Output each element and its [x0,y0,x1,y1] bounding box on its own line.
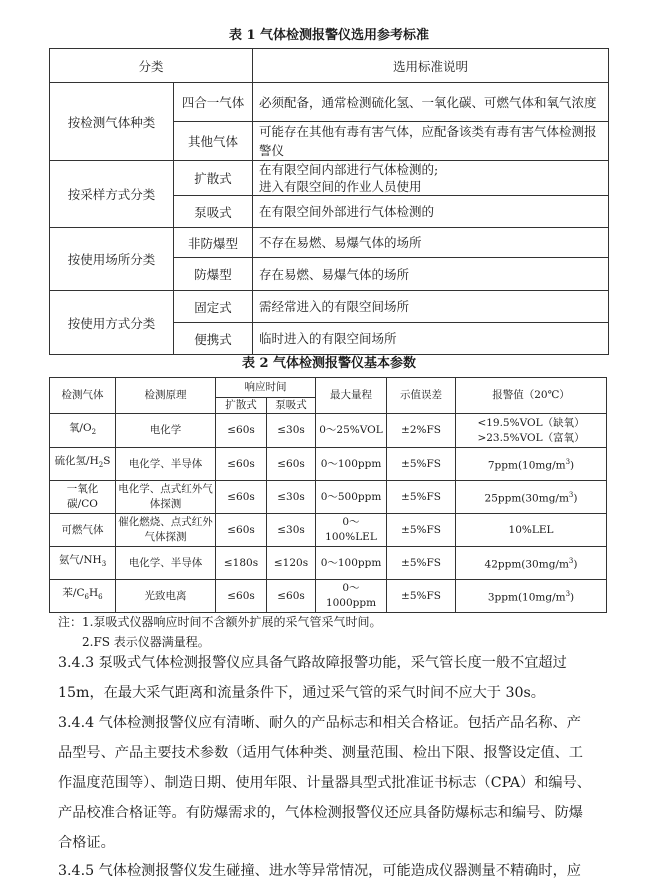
header-principle: 检测原理 [116,378,216,414]
gas-text: 氧/O [68,421,92,434]
paragraph-line: 品型号、产品主要技术参数（适用气体种类、测量范围、检出下限、报警设定值、工 [58,745,583,761]
gas-cell: 一氧化碳/CO [50,481,116,514]
pump-cell: ≤120s [267,547,316,580]
gas-cell: 可燃气体 [50,514,116,547]
alarm-line: <19.5%VOL（缺氧） [477,416,585,429]
type-cell: 泵吸式 [174,196,253,228]
table2-basic-parameters [49,377,607,613]
desc-cell: 可能存在其他有毒有害气体，应配备该类有毒有害气体检测报警仪 [253,122,609,161]
clause-3-4-5 [58,856,618,886]
header-diffusion: 扩散式 [216,398,267,414]
gas-cell [50,547,116,580]
desc-cell: 需经常进入的有限空间场所 [253,291,609,323]
table1-header-row [50,49,609,83]
diffusion-cell: ≤60s [216,414,267,448]
desc-line: 在有限空间内部进行气体检测的; [259,162,439,177]
principle-cell: 电化学 [116,414,216,448]
principle-cell: 光致电离 [116,580,216,613]
alarm-line: >23.5%VOL（富氧） [477,431,585,444]
range-cell: 0～25%VOL [316,414,387,448]
alarm-cell [456,481,607,514]
paragraph-line: 3.4.4 气体检测报警仪应有清晰、耐久的产品标志和相关合格证。包括产品名称、产 [58,715,581,731]
table2-header-row [50,378,607,398]
header-alarm: 报警值（20℃） [456,378,607,414]
desc-line: 进入有限空间的作业人员使用 [259,179,422,194]
group-label: 按检测气体种类 [50,83,174,161]
error-cell: ±5%FS [387,514,456,547]
group-label: 按使用场所分类 [50,228,174,291]
desc-cell: 必须配备，通常检测硫化氢、一氧化碳、可燃气体和氧气浓度 [253,83,609,122]
type-cell: 便携式 [174,323,253,355]
alarm-text: ) [570,591,575,604]
pump-cell: ≤60s [267,448,316,481]
type-cell: 扩散式 [174,161,253,196]
gas-text: 硫化氢/H [54,455,99,468]
header-gas: 检测气体 [50,378,116,414]
type-cell: 防爆型 [174,258,253,291]
table1-title: 表 1 气体检测报警仪选用参考标准 [228,28,430,43]
table-row [50,228,609,258]
error-cell: ±5%FS [387,580,456,613]
gas-text: H [88,587,99,600]
group-label: 按使用方式分类 [50,291,174,355]
diffusion-cell: ≤60s [216,448,267,481]
pump-cell: ≤30s [267,514,316,547]
header-range: 最大量程 [316,378,387,414]
table-row [50,161,609,196]
gas-subscript: 6 [98,593,103,602]
alarm-text: ) [573,558,578,571]
clause-3-4-4 [58,708,618,858]
gas-cell [50,580,116,613]
alarm-cell: 10%LEL [456,514,607,547]
table-row [50,448,607,481]
diffusion-cell: ≤60s [216,580,267,613]
desc-cell: 不存在易燃、易爆气体的场所 [253,228,609,258]
gas-subscript: 3 [101,560,107,569]
range-cell: 0～100%LEL [316,514,387,547]
range-cell: 0～100ppm [316,547,387,580]
clause-3-4-3 [58,648,618,708]
principle-cell: 催化燃烧、点式红外气体探测 [116,514,216,547]
alarm-superscript: 3 [565,589,571,598]
alarm-superscript: 3 [568,490,574,499]
table2-note-1: 注：1.泵吸式仪器响应时间不含额外扩展的采气管采气时间。 [58,615,382,629]
gas-cell [50,448,116,481]
table-row [50,83,609,122]
table-row [50,481,607,514]
gas-text: S [103,455,111,468]
table-row [50,547,607,580]
gas-text: 氨气/NH [58,554,102,567]
gas-subscript: 2 [91,428,97,437]
alarm-text: 3ppm(10mg/m [487,591,566,604]
type-cell: 非防爆型 [174,228,253,258]
table2-note-2: 2.FS 表示仪器满量程。 [82,635,210,649]
desc-cell: 临时进入的有限空间场所 [253,323,609,355]
desc-cell: 存在易燃、易爆气体的场所 [253,258,609,291]
alarm-cell [456,580,607,613]
table-row [50,291,609,323]
type-cell: 四合一气体 [174,83,253,122]
range-cell: 0～100ppm [316,448,387,481]
diffusion-cell: ≤60s [216,514,267,547]
desc-cell [253,161,609,196]
error-cell: ±5%FS [387,448,456,481]
alarm-superscript: 3 [568,556,574,565]
header-description: 选用标准说明 [253,49,609,83]
paragraph-line: 3.4.3 泵吸式气体检测报警仪应具备气路故障报警功能，采气管长度一般不宜超过 [58,655,567,671]
gas-subscript: 2 [98,461,104,470]
group-label: 按采样方式分类 [50,161,174,228]
diffusion-cell: ≤180s [216,547,267,580]
paragraph-line: 产品校准合格证等。有防爆需求的，气体检测报警仪还应具备防爆标志和编号、防爆 [58,805,583,821]
desc-cell: 在有限空间外部进行气体检测的 [253,196,609,228]
table-row [50,414,607,448]
paragraph-line: 合格证。 [58,835,115,851]
alarm-text: 42ppm(30mg/m [484,558,569,571]
alarm-cell [456,547,607,580]
paragraph-line: 15m，在最大采气距离和流量条件下，通过采气管的采气时间不应大于 30s。 [58,685,545,701]
table-row [50,514,607,547]
type-cell: 其他气体 [174,122,253,161]
error-cell: ±2%FS [387,414,456,448]
alarm-superscript: 3 [565,457,571,466]
header-response: 响应时间 [216,378,316,398]
header-pump: 泵吸式 [267,398,316,414]
pump-cell: ≤30s [267,481,316,514]
principle-cell: 电化学、半导体 [116,547,216,580]
principle-cell: 电化学、点式红外气体探测 [116,481,216,514]
alarm-text: ) [570,459,575,472]
alarm-text: ) [573,492,578,505]
table2-title: 表 2 气体检测报警仪基本参数 [241,356,417,371]
gas-text: 苯/C [62,587,85,600]
principle-cell: 电化学、半导体 [116,448,216,481]
paragraph-line: 作温度范围等）、制造日期、使用年限、计量器具型式批准证书标志（CPA）和编号、 [58,775,591,791]
header-error: 示值误差 [387,378,456,414]
header-category: 分类 [50,49,253,83]
paragraph-line: 3.4.5 气体检测报警仪发生碰撞、进水等异常情况，可能造成仪器测量不精确时，应 [58,863,581,879]
type-cell: 固定式 [174,291,253,323]
gas-subscript: 6 [84,593,89,602]
alarm-cell [456,414,607,448]
pump-cell: ≤60s [267,580,316,613]
error-cell: ±5%FS [387,547,456,580]
diffusion-cell: ≤60s [216,481,267,514]
alarm-cell [456,448,607,481]
table-row [50,580,607,613]
alarm-text: 7ppm(10mg/m [487,459,566,472]
error-cell: ±5%FS [387,481,456,514]
alarm-text: 25ppm(30mg/m [484,492,569,505]
table1-selection-standards [49,48,609,355]
range-cell: 0～500ppm [316,481,387,514]
range-cell: 0～1000ppm [316,580,387,613]
gas-cell [50,414,116,448]
pump-cell: ≤30s [267,414,316,448]
